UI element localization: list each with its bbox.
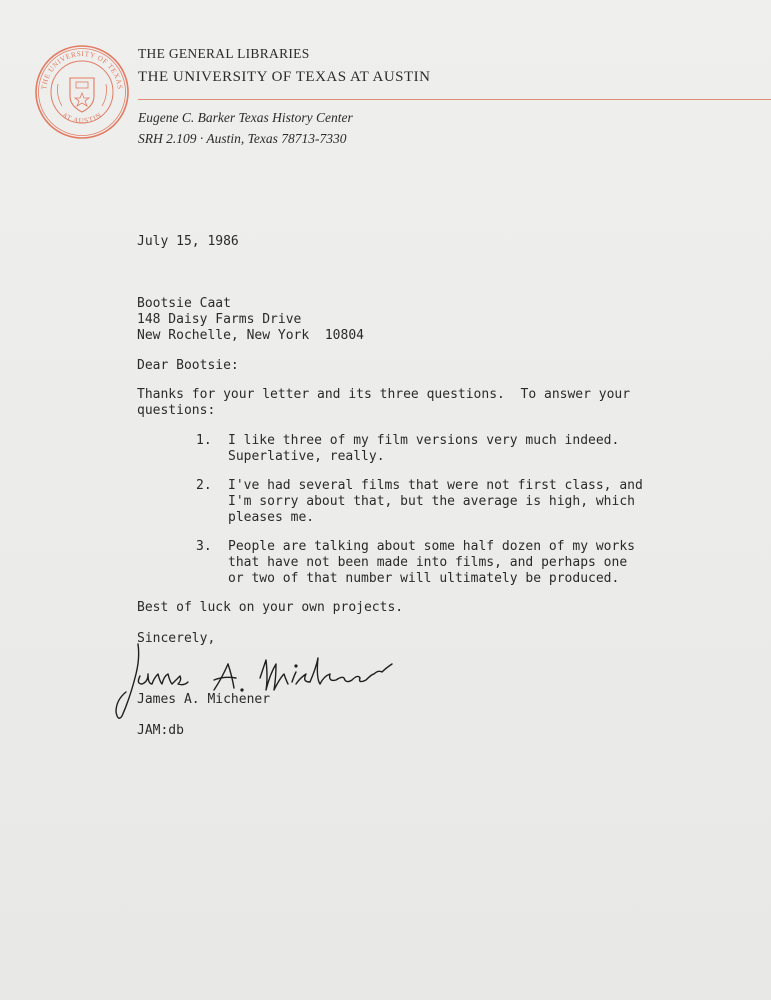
svg-text:THE UNIVERSITY OF TEXAS: THE UNIVERSITY OF TEXAS bbox=[40, 49, 124, 91]
intro-paragraph: Thanks for your letter and its three questions. To answer your questions: bbox=[137, 387, 631, 418]
signer-name: James A. Michener bbox=[137, 692, 271, 707]
list-item-text: People are talking about some half dozen of my works that have not been made into films, and perhaps one or two of that number will ultimately be produced. bbox=[228, 539, 635, 586]
list-item-number: 2. bbox=[196, 478, 212, 493]
valediction: Sincerely, bbox=[137, 631, 216, 646]
recipient-city: New Rochelle, New York 10804 bbox=[137, 328, 364, 343]
letterhead-university: THE UNIVERSITY OF TEXAS AT AUSTIN bbox=[138, 69, 431, 85]
letterhead-libraries: THE GENERAL LIBRARIES bbox=[138, 46, 310, 61]
list-item-number: 3. bbox=[196, 539, 212, 554]
university-seal-logo bbox=[34, 44, 130, 140]
list-item-number: 1. bbox=[196, 433, 212, 448]
letterhead-center: Eugene C. Barker Texas History Center bbox=[138, 110, 353, 125]
letterhead-address: SRH 2.109 · Austin, Texas 78713-7330 bbox=[138, 131, 347, 146]
recipient-address bbox=[137, 296, 364, 344]
reference-initials: JAM:db bbox=[137, 723, 184, 738]
recipient-street: 148 Daisy Farms Drive bbox=[137, 312, 302, 327]
svg-text:AT AUSTIN: AT AUSTIN bbox=[60, 111, 104, 125]
list-item-text: I've had several films that were not first class, and I'm sorry about that, but the average is high, which pleases me. bbox=[228, 478, 643, 525]
recipient-name: Bootsie Caat bbox=[137, 296, 231, 311]
closing-line: Best of luck on your own projects. bbox=[137, 600, 404, 615]
letterhead-divider bbox=[138, 99, 771, 100]
letter-date: July 15, 1986 bbox=[137, 234, 239, 249]
list-item-text: I like three of my film versions very much indeed. Superlative, really. bbox=[228, 433, 620, 464]
salutation: Dear Bootsie: bbox=[137, 358, 239, 373]
